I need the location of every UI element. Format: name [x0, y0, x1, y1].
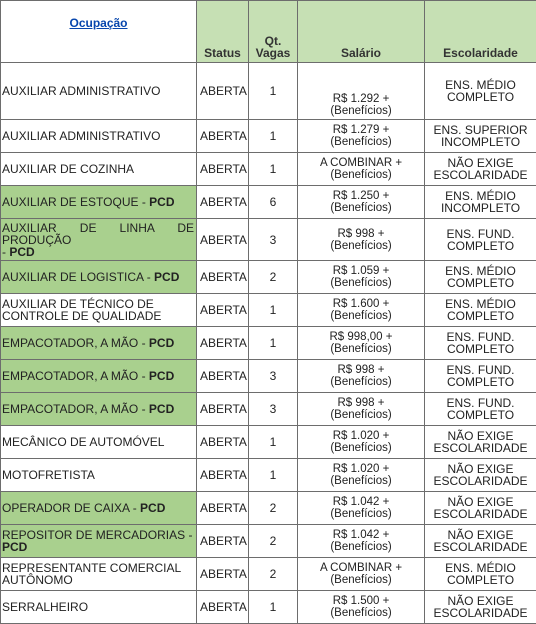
pcd-badge: PCD	[9, 245, 34, 259]
cell-occupation	[1, 186, 197, 219]
cell-occupation	[1, 426, 197, 459]
cell-occupation	[1, 360, 197, 393]
table-row	[1, 459, 536, 492]
cell-qty: 2	[249, 525, 298, 558]
cell-salary: R$ 1.059 + (Benefícios)	[298, 261, 425, 294]
cell-status: ABERTA	[197, 525, 249, 558]
occupation-text: AUXILIAR DE TÉCNICO DE CONTROLE DE QUALIDADE	[2, 297, 161, 323]
cell-qty: 1	[249, 426, 298, 459]
table-row	[1, 219, 536, 261]
occupation-text: EMPACOTADOR, A MÃO -	[2, 369, 149, 383]
occupation-text: REPRESENTANTE COMERCIAL AUTÔNOMO	[2, 561, 181, 587]
cell-education: ENS. FUND. COMPLETO	[425, 327, 536, 360]
table-row	[1, 393, 536, 426]
table-body	[1, 63, 536, 624]
cell-status: ABERTA	[197, 558, 249, 591]
table-row	[1, 261, 536, 294]
cell-occupation	[1, 120, 197, 153]
cell-status: ABERTA	[197, 186, 249, 219]
cell-status: ABERTA	[197, 459, 249, 492]
table-row	[1, 327, 536, 360]
cell-education: ENS. SUPERIOR INCOMPLETO	[425, 120, 536, 153]
table-row	[1, 591, 536, 624]
cell-salary: R$ 1.020 + (Benefícios)	[298, 459, 425, 492]
cell-education: NÃO EXIGE ESCOLARIDADE	[425, 525, 536, 558]
cell-status: ABERTA	[197, 591, 249, 624]
cell-status: ABERTA	[197, 261, 249, 294]
cell-salary: R$ 998,00 + (Benefícios)	[298, 327, 425, 360]
cell-education: ENS. MÉDIO COMPLETO	[425, 63, 536, 120]
cell-salary: R$ 998 + (Benefícios)	[298, 393, 425, 426]
cell-occupation	[1, 558, 197, 591]
cell-salary: R$ 1.042 + (Benefícios)	[298, 492, 425, 525]
table-row	[1, 360, 536, 393]
cell-education: NÃO EXIGE ESCOLARIDADE	[425, 492, 536, 525]
cell-occupation	[1, 261, 197, 294]
occupation-text: AUXILIAR DE LINHA DE PRODUÇÃO -	[2, 221, 194, 259]
cell-status: ABERTA	[197, 120, 249, 153]
cell-salary: R$ 1.292 + (Benefícios)	[298, 63, 425, 120]
cell-qty: 1	[249, 63, 298, 120]
occupation-text: EMPACOTADOR, A MÃO -	[2, 402, 149, 416]
cell-education: ENS. MÉDIO COMPLETO	[425, 294, 536, 327]
cell-status: ABERTA	[197, 219, 249, 261]
cell-status: ABERTA	[197, 63, 249, 120]
header-row	[1, 1, 536, 63]
occupation-text: AUXILIAR DE ESTOQUE -	[2, 195, 149, 209]
cell-salary: R$ 998 + (Benefícios)	[298, 360, 425, 393]
cell-qty: 1	[249, 327, 298, 360]
occupation-text: AUXILIAR DE COZINHA	[2, 162, 134, 176]
cell-occupation	[1, 294, 197, 327]
table-row	[1, 525, 536, 558]
pcd-badge: PCD	[140, 501, 165, 515]
occupation-text: MOTOFRETISTA	[2, 468, 95, 482]
cell-education: ENS. MÉDIO INCOMPLETO	[425, 186, 536, 219]
cell-salary: R$ 998 + (Benefícios)	[298, 219, 425, 261]
occupation-text: AUXILIAR ADMINISTRATIVO	[2, 84, 160, 98]
cell-qty: 3	[249, 393, 298, 426]
cell-education: NÃO EXIGE ESCOLARIDADE	[425, 426, 536, 459]
table-row	[1, 63, 536, 120]
cell-occupation	[1, 591, 197, 624]
cell-education: NÃO EXIGE ESCOLARIDADE	[425, 459, 536, 492]
table-row	[1, 426, 536, 459]
cell-occupation	[1, 459, 197, 492]
cell-qty: 1	[249, 120, 298, 153]
cell-occupation	[1, 525, 197, 558]
cell-qty: 1	[249, 591, 298, 624]
header-status: Status	[197, 1, 249, 63]
cell-status: ABERTA	[197, 327, 249, 360]
cell-status: ABERTA	[197, 492, 249, 525]
cell-qty: 2	[249, 558, 298, 591]
header-occupation	[1, 1, 197, 63]
occupation-text: SERRALHEIRO	[2, 600, 88, 614]
header-education: Escolaridade	[425, 1, 536, 63]
table-row	[1, 492, 536, 525]
occupation-text: AUXILIAR ADMINISTRATIVO	[2, 129, 160, 143]
cell-salary: R$ 1.279 + (Benefícios)	[298, 120, 425, 153]
cell-education: ENS. MÉDIO COMPLETO	[425, 558, 536, 591]
occupation-text: AUXILIAR DE LOGISTICA -	[2, 270, 154, 284]
cell-status: ABERTA	[197, 294, 249, 327]
cell-qty: 1	[249, 153, 298, 186]
cell-education: NÃO EXIGE ESCOLARIDADE	[425, 153, 536, 186]
cell-salary: A COMBINAR + (Benefícios)	[298, 558, 425, 591]
cell-education: NÃO EXIGE ESCOLARIDADE	[425, 591, 536, 624]
cell-salary: R$ 1.020 + (Benefícios)	[298, 426, 425, 459]
cell-education: ENS. FUND. COMPLETO	[425, 393, 536, 426]
cell-occupation	[1, 63, 197, 120]
cell-education: ENS. MÉDIO COMPLETO	[425, 261, 536, 294]
cell-status: ABERTA	[197, 393, 249, 426]
cell-salary: R$ 1.500 + (Benefícios)	[298, 591, 425, 624]
table-row	[1, 120, 536, 153]
pcd-badge: PCD	[154, 270, 179, 284]
pcd-badge: PCD	[149, 369, 174, 383]
cell-qty: 2	[249, 261, 298, 294]
table-row	[1, 153, 536, 186]
occupation-sort-link[interactable]: Ocupação	[69, 16, 127, 30]
header-qty: Qt. Vagas	[249, 1, 298, 63]
cell-salary: R$ 1.600 + (Benefícios)	[298, 294, 425, 327]
cell-qty: 3	[249, 219, 298, 261]
cell-education: ENS. FUND. COMPLETO	[425, 219, 536, 261]
occupation-text: OPERADOR DE CAIXA -	[2, 501, 140, 515]
table-row	[1, 294, 536, 327]
occupation-text: EMPACOTADOR, A MÃO -	[2, 336, 149, 350]
cell-occupation	[1, 492, 197, 525]
cell-qty: 1	[249, 459, 298, 492]
cell-status: ABERTA	[197, 153, 249, 186]
pcd-badge: PCD	[2, 540, 27, 554]
cell-salary: R$ 1.250 + (Benefícios)	[298, 186, 425, 219]
cell-status: ABERTA	[197, 360, 249, 393]
cell-education: ENS. FUND. COMPLETO	[425, 360, 536, 393]
cell-qty: 1	[249, 294, 298, 327]
table-row	[1, 186, 536, 219]
cell-occupation	[1, 219, 197, 261]
table-row	[1, 558, 536, 591]
occupation-text: MECÂNICO DE AUTOMÓVEL	[2, 435, 164, 449]
pcd-badge: PCD	[149, 195, 174, 209]
cell-occupation	[1, 393, 197, 426]
pcd-badge: PCD	[149, 336, 174, 350]
header-salary: Salário	[298, 1, 425, 63]
cell-qty: 3	[249, 360, 298, 393]
cell-salary: A COMBINAR + (Benefícios)	[298, 153, 425, 186]
cell-salary: R$ 1.042 + (Benefícios)	[298, 525, 425, 558]
cell-occupation	[1, 153, 197, 186]
cell-status: ABERTA	[197, 426, 249, 459]
cell-occupation	[1, 327, 197, 360]
cell-qty: 6	[249, 186, 298, 219]
cell-qty: 2	[249, 492, 298, 525]
pcd-badge: PCD	[149, 402, 174, 416]
occupation-text: REPOSITOR DE MERCADORIAS -	[2, 528, 192, 542]
